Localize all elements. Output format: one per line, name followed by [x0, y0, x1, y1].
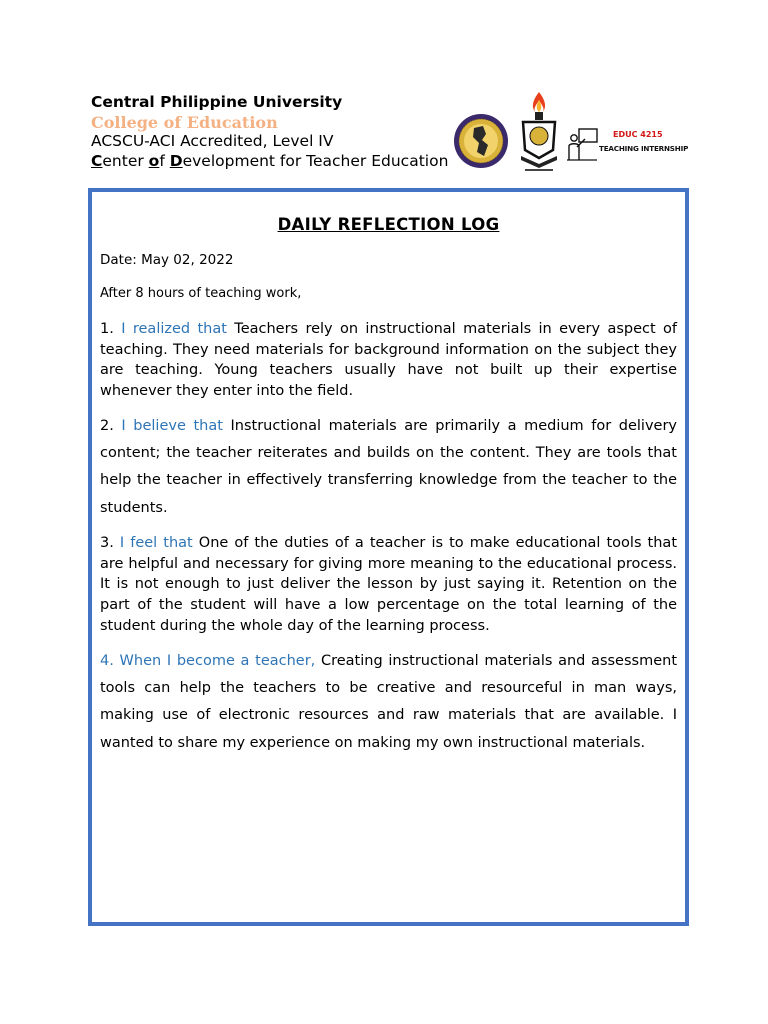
- entry-text: Creating instructional materials and assessment tools can help the teachers to be creative and resourceful in man ways, making use of electronic resources and raw materials that are available. I wanted to share my experience on making my own instructional materials.: [100, 653, 678, 751]
- document-header: [91, 93, 453, 177]
- log-title: DAILY REFLECTION LOG: [277, 215, 500, 234]
- reflection-entry-2: [100, 413, 677, 522]
- entry-lead: When I become a teacher,: [119, 653, 316, 669]
- college-of-education-logo-icon: [515, 90, 563, 174]
- entry-lead: I realized that: [121, 321, 227, 337]
- center-of-development-line: Center of Development for Teacher Education: [91, 151, 449, 170]
- course-code: EDUC 4215: [613, 130, 663, 139]
- center-initial-o: o: [148, 151, 160, 170]
- university-seal-icon: [453, 112, 509, 170]
- reflection-entry-4: [100, 648, 677, 757]
- log-date: Date: May 02, 2022: [100, 252, 234, 268]
- entry-text: Teachers rely on instructional materials in every aspect of teaching. They need materials for background information on the subject they are teaching. Young teachers usually have not built up their expertise whenever they enter into the field.: [100, 321, 678, 400]
- university-name: Central Philippine University: [91, 93, 343, 111]
- entry-lead: I feel that: [119, 535, 193, 551]
- entry-number: 3.: [100, 535, 114, 551]
- reflection-log-body: [100, 192, 678, 751]
- center-initial-d: D: [169, 151, 183, 170]
- accreditation-line: ACSCU-ACI Accredited, Level IV: [91, 132, 334, 150]
- entry-number: 1.: [100, 321, 114, 337]
- reflection-entry-3: [100, 533, 677, 637]
- entry-lead: I believe that: [121, 418, 223, 434]
- header-logos: [453, 90, 693, 180]
- teacher-at-board-icon: [565, 126, 599, 162]
- entry-text: One of the duties of a teacher is to make educational tools that are helpful and necessary for giving more meaning to the educational process. It is not enough to just deliver the lesson by just saying it. Retention on the part of the student will have a low percentage on the total learning of the student during the whole day of the learning process.: [100, 535, 678, 634]
- teaching-internship-logo: [565, 126, 689, 162]
- reflection-entry-1: [100, 319, 677, 402]
- log-intro: After 8 hours of teaching work,: [100, 286, 302, 301]
- entry-number: 4.: [100, 653, 114, 669]
- entry-text: Instructional materials are primarily a medium for delivery content; the teacher reiterates and builds on the content. They are tools that help the teacher in effectively transferring knowledge from the teacher to the students.: [100, 418, 677, 516]
- course-title: TEACHING INTERNSHIP: [599, 144, 689, 153]
- entry-number: 2.: [100, 418, 114, 434]
- reflection-log-frame: [88, 188, 689, 926]
- college-name: College of Education: [91, 112, 278, 132]
- center-initial-c: C: [91, 151, 103, 170]
